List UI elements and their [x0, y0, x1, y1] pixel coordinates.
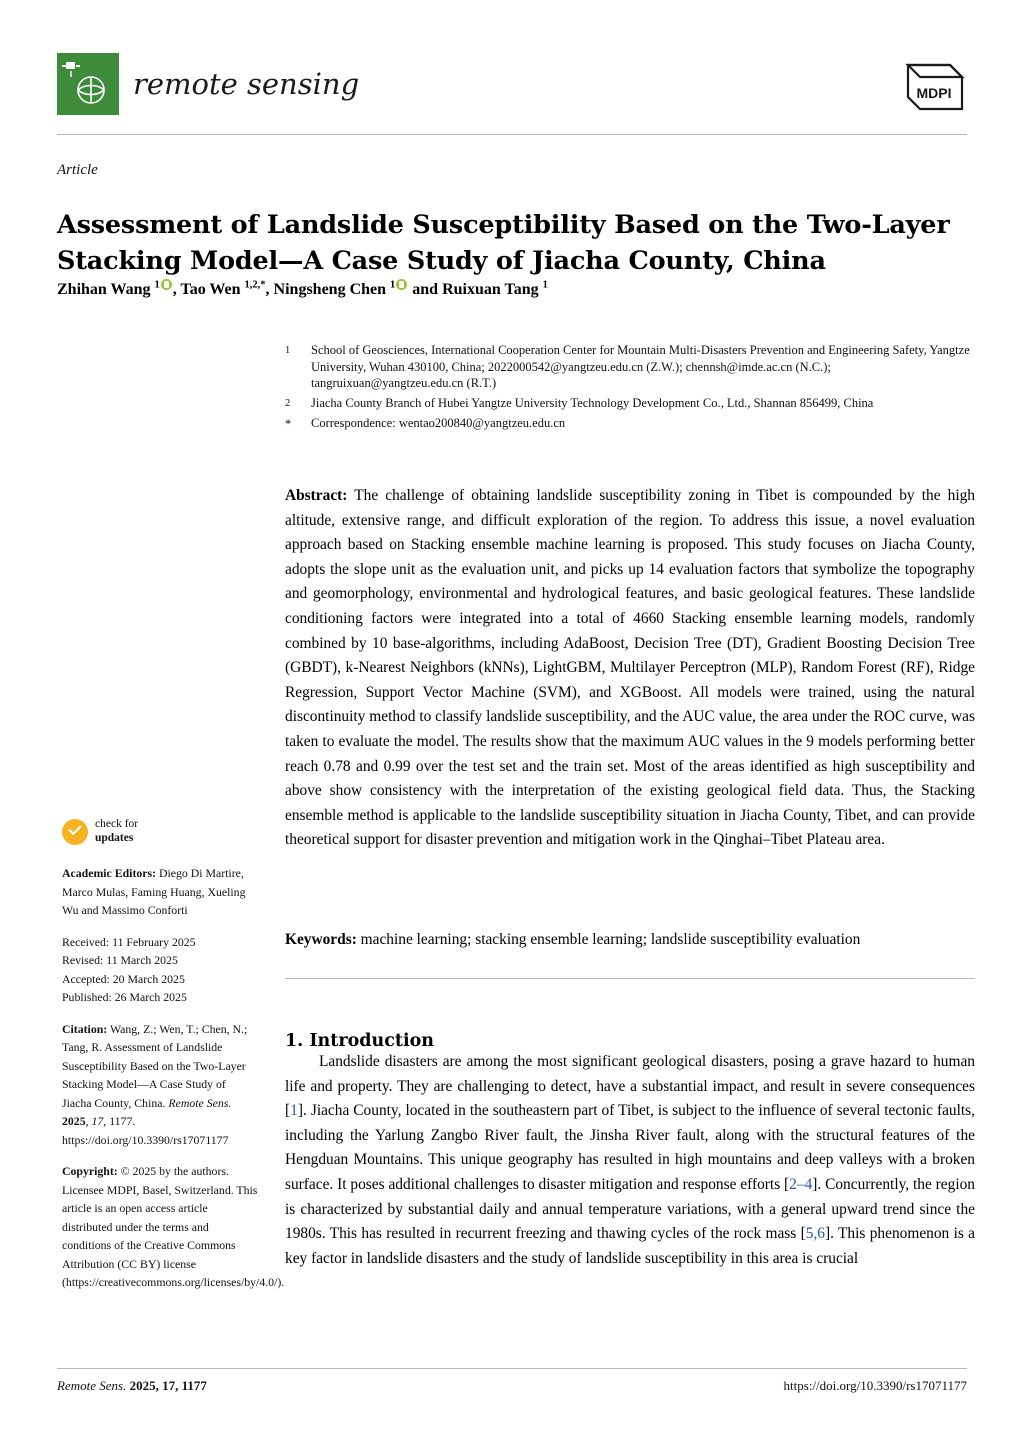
mdpi-logo-icon [901, 53, 967, 115]
checkmark-icon [62, 819, 88, 845]
affiliation-row [285, 395, 975, 413]
affiliation-marker: 2 [285, 397, 291, 409]
footer-citation [57, 1378, 207, 1394]
citation-link-2[interactable]: 2–4 [789, 1175, 813, 1193]
keywords-block [285, 928, 975, 952]
citation-year: 2025 [62, 1114, 86, 1128]
author-list [57, 280, 972, 299]
copyright-text: © 2025 by the authors. Licensee MDPI, Basel, Switzerland. This article is an open access article distributed under the terms and conditions of the Creative Commons Attribution (CC BY) license (https://creativecommons.org/licenses/by/4.0/). [62, 1164, 285, 1289]
header-divider [57, 134, 967, 135]
page-header [57, 44, 967, 124]
citation-volume: , 17 [85, 1114, 104, 1128]
abstract-label: Abstract: [285, 487, 348, 504]
page-title: Assessment of Landslide Susceptibility Based on the Two-Layer Stacking Model—A Case Study of Jiacha County, China [57, 210, 950, 277]
correspondence-row [285, 415, 975, 433]
academic-editors-names: Diego Di Martire, Marco Mulas, Faming Huang, Xueling Wu and Massimo Conforti [62, 866, 246, 917]
svg-text:MDPI: MDPI [916, 85, 952, 101]
affiliation-row [285, 342, 975, 392]
author-2: , Tao Wen $^{1,2,*}$ [172, 280, 266, 299]
academic-editors-label: Academic Editors: [62, 866, 157, 880]
journal-brand [57, 53, 359, 115]
orcid-icon[interactable] [396, 279, 407, 290]
citation-link-1[interactable]: 1 [290, 1102, 298, 1120]
date-published: Published: 26 March 2025 [62, 990, 187, 1004]
author-3: , Ningsheng Chen $^1$ [265, 280, 396, 299]
intro-text-1: Landslide disasters are among the most significant geological disasters, posing a grave hazard to human life and property. They are challenging to detect, have a substantial impact, and result in severe consequences [ [285, 1053, 975, 1120]
footer-doi[interactable]: https://doi.org/10.3390/rs17071177 [783, 1378, 967, 1393]
correspondence-text: Correspondence: wentao200840@yangtzeu.edu.cn [311, 416, 566, 430]
check-for-updates-line2: updates [95, 831, 134, 844]
footer-volume-info: 2025, 17, 1177 [126, 1378, 207, 1393]
abstract-text: The challenge of obtaining landslide susceptibility zoning in Tibet is compounded by the high altitude, extensive range, and difficult exploration of the region. To address this issue, a novel evaluation approach based on Stacking ensemble machine learning is proposed. This study focuses on Jiacha County, adopts the slope unit as the evaluation unit, and picks up 14 evaluation factors that symbolize the topography and geomorphology, environmental and hydrological features, and basic geological features. These landslide conditioning factors were integrated into a total of 4660 Stacking ensemble learning models, randomly combined by 10 base-algorithms, including AdaBoost, Decision Tree (DT), Gradient Boosting Decision Tree (GBDT), k-Nearest Neighbors (kNNs), LightGBM, Multilayer Perceptron (MLP), Random Forest (RF), Ridge Regression, Support Vector Machine (SVM), and XGBoost. All models were trained, using the natural discontinuity method to classify landslide susceptibility, and the AUC value, the area under the ROC curve, was taken to evaluate the model. The results show that the maximum AUC values in the 9 models performing better reach 0.78 and 0.99 over the test set and the train set. Most of the areas identified as high susceptibility and above show consistency with the interpretation of the existing geological field data. Thus, the Stacking ensemble method is applicable to the landslide susceptibility situation in Jiacha County, Tibet, and can provide theoretical support for disaster prevention and mitigation work in the Qinghai–Tibet Plateau area. [285, 487, 975, 849]
citation-doi-link[interactable]: https://doi.org/10.3390/rs17071177 [62, 1132, 229, 1147]
intro-text-3: ]. Concurrently, the region is characterized by substantial daily and annual temperature variations, with a general upward trend since the 1980s. This has resulted in recurrent freezing and thawing cycles of the rock mass [ [285, 1175, 975, 1243]
publication-dates-block [62, 933, 258, 1007]
footer-divider [57, 1368, 967, 1369]
author-4: and Ruixuan Tang $^1$ [408, 280, 548, 299]
date-accepted: Accepted: 20 March 2025 [62, 971, 185, 986]
academic-editors-block [62, 864, 258, 920]
introduction-paragraph [285, 1050, 975, 1271]
citation-link-3[interactable]: 5,6 [805, 1225, 825, 1243]
copyright-label: Copyright: [62, 1164, 118, 1178]
affiliation-text: Jiacha County Branch of Hubei Yangtze University Technology Development Co., Ltd., Shannan 856499, China [311, 395, 874, 410]
author-1: Zhihan Wang $^1$ [57, 280, 160, 299]
citation-label: Citation: [62, 1021, 108, 1036]
date-revised: Revised: 11 March 2025 [62, 953, 178, 967]
check-for-updates-line1: check for [95, 818, 139, 830]
intro-text-2: ]. Jiacha County, located in the southeastern part of Tibet, is subject to the influence of several tectonic faults, including the Yarlung Zangbo River fault, the Jinsha River fault, along with the structural features of the Hengduan Mountains. This unique geography has resulted in high mountains and deep valleys with a broken surface. It poses additional challenges to disaster mitigation and response efforts [ [285, 1102, 975, 1193]
keywords-divider [285, 978, 975, 979]
affiliation-marker: 1 [285, 345, 291, 356]
orcid-icon[interactable] [161, 279, 172, 290]
check-for-updates-label [95, 818, 138, 845]
footer-journal: Remote Sens. [57, 1378, 127, 1393]
abstract-block [285, 484, 975, 853]
remote-sensing-logo-icon [57, 53, 119, 115]
keywords-label: Keywords: [285, 931, 357, 948]
affiliations-block [285, 342, 975, 436]
date-received: Received: 11 February 2025 [62, 934, 196, 949]
citation-journal: Remote Sens. [168, 1095, 232, 1110]
check-for-updates-badge[interactable] [62, 818, 237, 845]
article-type-label: Article [57, 162, 98, 178]
affiliation-text: School of Geosciences, International Cooperation Center for Mountain Multi-Disasters Prevention and Engineering Safety, Yangtze University, Wuhan 430100, China; 2022000542@yangtzeu.edu.cn (Z.W.); chennsh@imde.ac.cn (N.C.); tangruixuan@yangtzeu.edu.cn (R.T.) [311, 343, 970, 390]
citation-block [62, 1020, 258, 1150]
citation-text: Wang, Z.; Wen, T.; Chen, N.; Tang, R. Assessment of Landslide Susceptibility Based on the Two-Layer Stacking Model—A Case Study of Jiacha County, China. [62, 1021, 248, 1110]
journal-title: remote sensing [133, 67, 360, 101]
keywords-text: machine learning; stacking ensemble learning; landslide susceptibility evaluation [356, 931, 861, 948]
sidebar [62, 864, 285, 1305]
citation-pages: , 1177. [103, 1114, 136, 1128]
correspondence-marker: * [285, 417, 292, 431]
copyright-block [62, 1162, 285, 1292]
section-heading-introduction: 1. Introduction [285, 1030, 434, 1051]
intro-text-4: ]. This phenomenon is a key factor in landslide disasters and the study of landslide susceptibility in this area is crucial [285, 1225, 976, 1267]
page-footer [57, 1378, 967, 1394]
